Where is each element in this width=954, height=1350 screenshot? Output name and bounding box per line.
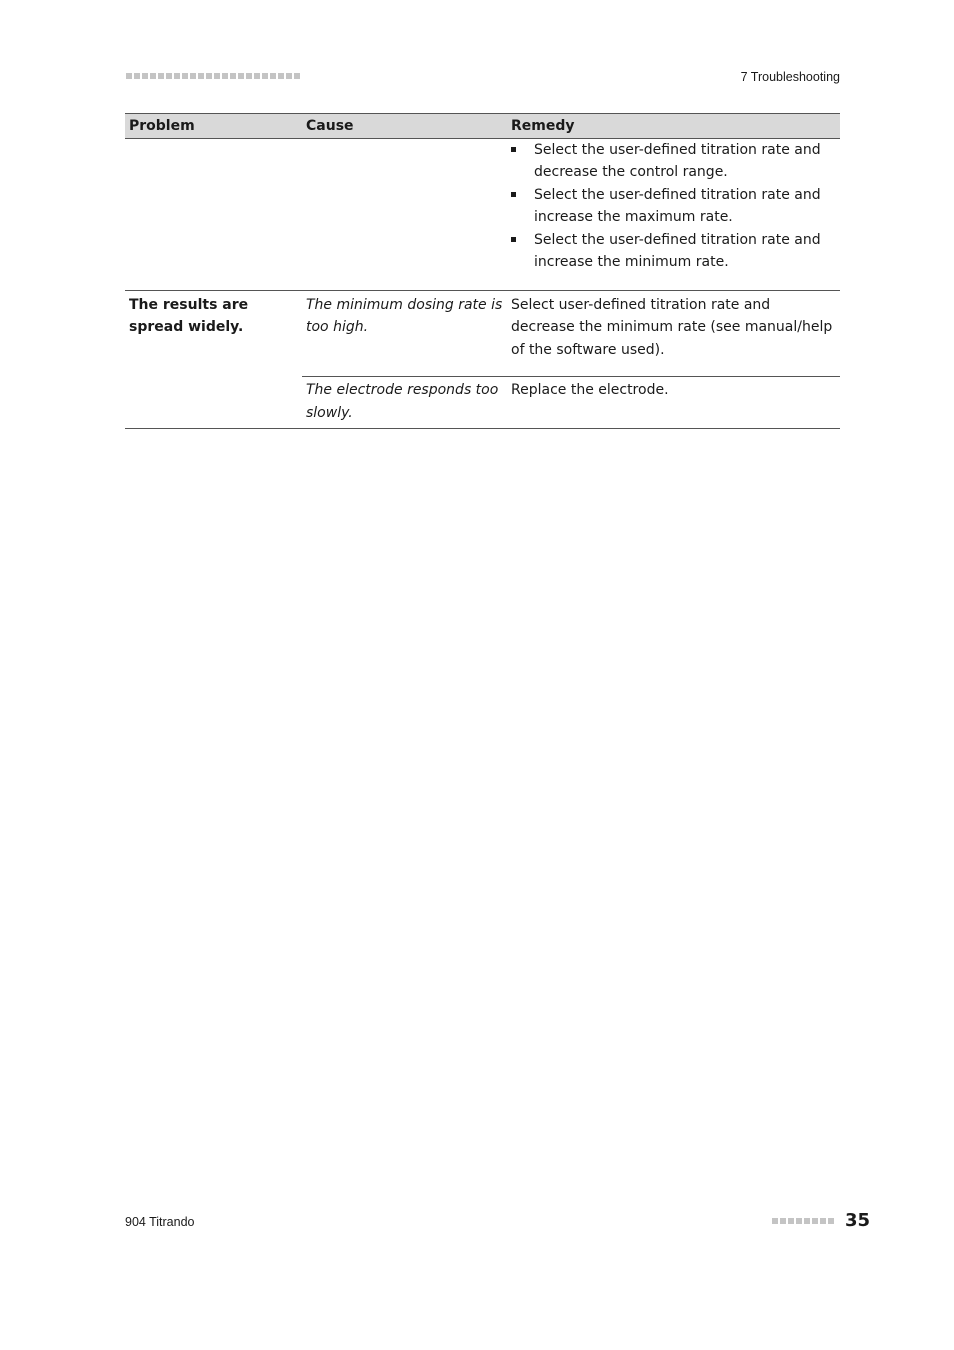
deco-square xyxy=(780,1218,786,1224)
page-number: 35 xyxy=(845,1210,871,1231)
deco-square xyxy=(772,1218,778,1224)
column-header-cause: Cause xyxy=(302,114,507,139)
column-header-remedy: Remedy xyxy=(507,114,840,139)
deco-square xyxy=(134,73,140,79)
deco-square xyxy=(206,73,212,79)
deco-square xyxy=(142,73,148,79)
deco-square xyxy=(804,1218,810,1224)
column-header-problem: Problem xyxy=(125,114,302,139)
deco-square xyxy=(788,1218,794,1224)
chapter-title: 7 Troubleshooting xyxy=(740,70,840,84)
footer-decoration xyxy=(772,1218,834,1224)
remedy-cell: Replace the electrode. xyxy=(507,377,840,429)
deco-square xyxy=(812,1218,818,1224)
remedy-bullet: Select the user-defined titration rate and increase the minimum rate. xyxy=(511,229,836,274)
remedy-cell: Select user-defined titration rate and decrease the minimum rate (see manual/help of the software used). xyxy=(507,290,840,377)
deco-square xyxy=(238,73,244,79)
deco-square xyxy=(278,73,284,79)
cause-cell: The minimum dosing rate is too high. xyxy=(302,290,507,377)
deco-square xyxy=(230,73,236,79)
deco-square xyxy=(262,73,268,79)
deco-square xyxy=(190,73,196,79)
remedy-cell xyxy=(507,138,840,290)
deco-square xyxy=(198,73,204,79)
deco-square xyxy=(222,73,228,79)
table-row xyxy=(125,290,840,377)
deco-square xyxy=(182,73,188,79)
deco-square xyxy=(150,73,156,79)
remedy-bullet: Select the user-defined titration rate and decrease the control range. xyxy=(511,139,836,184)
problem-cell-empty xyxy=(125,138,302,290)
cause-cell-empty xyxy=(302,138,507,290)
remedy-bullet: Select the user-defined titration rate and increase the maximum rate. xyxy=(511,184,836,229)
product-name: 904 Titrando xyxy=(125,1215,195,1229)
table-row-continued xyxy=(125,138,840,290)
deco-square xyxy=(796,1218,802,1224)
problem-cell: The results are spread widely. xyxy=(125,290,302,429)
deco-square xyxy=(214,73,220,79)
deco-square xyxy=(174,73,180,79)
deco-square xyxy=(828,1218,834,1224)
deco-square xyxy=(166,73,172,79)
deco-square xyxy=(158,73,164,79)
deco-square xyxy=(246,73,252,79)
deco-square xyxy=(820,1218,826,1224)
deco-square xyxy=(294,73,300,79)
deco-square xyxy=(286,73,292,79)
cause-cell: The electrode responds too slowly. xyxy=(302,377,507,429)
header-decoration xyxy=(126,73,300,79)
table-header-row xyxy=(125,114,840,139)
deco-square xyxy=(254,73,260,79)
deco-square xyxy=(126,73,132,79)
remedy-bullet-list xyxy=(511,139,836,274)
deco-square xyxy=(270,73,276,79)
troubleshooting-table xyxy=(125,113,840,429)
